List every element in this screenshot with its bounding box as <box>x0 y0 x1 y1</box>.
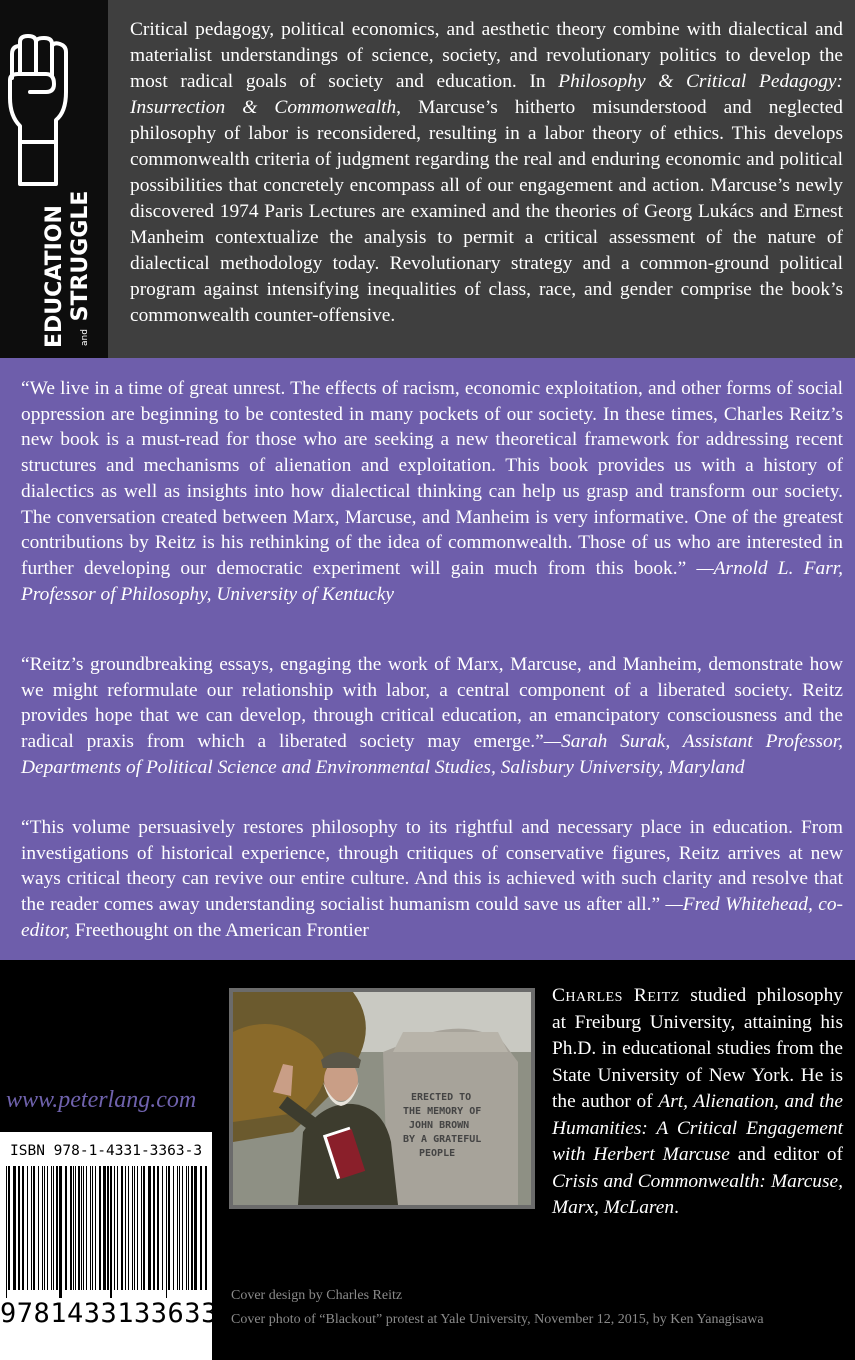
barcode-bar <box>107 1166 109 1290</box>
barcode-bar <box>31 1166 32 1290</box>
inscription-line: PEOPLE <box>419 1148 456 1159</box>
isbn-label: ISBN 978-1-4331-3363-3 <box>10 1143 203 1159</box>
endorsement-quote: “Reitz’s groundbreaking essays, engaging the work of Marx, Marcuse, and Manheim, demonstrate how we might reformulate our relationship with labor, a central component of a liberated society. Reitz provides hope that we can develop, through critical education, an emancipatory consciousness and the radical praxis from which a liberated society may emerge.”—Sarah Surak, Assistant Professor, Departments of Political Science and Environmental Studies, Salisbury University, Maryland <box>21 654 843 778</box>
barcode-bars <box>0 1166 212 1298</box>
author-name: Charles Reitz <box>552 985 680 1006</box>
barcode-bar <box>143 1166 145 1290</box>
barcode-bar <box>75 1166 76 1290</box>
barcode-bar <box>114 1166 115 1290</box>
barcode-bar <box>125 1166 126 1290</box>
barcode-bar <box>6 1166 7 1298</box>
barcode-bar <box>141 1166 142 1290</box>
series-logo-text <box>42 190 93 348</box>
barcode-bar <box>179 1166 180 1290</box>
raised-fist-icon <box>6 34 70 194</box>
barcode-bar <box>59 1166 62 1298</box>
barcode-bar <box>200 1166 202 1290</box>
barcode-bar <box>8 1166 10 1290</box>
barcode-bar <box>191 1166 193 1290</box>
series-word-and: and <box>80 329 90 346</box>
barcode-bar <box>73 1166 74 1290</box>
barcode-bar <box>86 1166 87 1290</box>
barcode-bar <box>95 1166 96 1290</box>
barcode-bar <box>157 1166 159 1290</box>
cover-credits <box>231 1284 764 1332</box>
author-book-2: Crisis and Commonwealth: Marcuse, Marx, McLaren <box>552 1170 843 1218</box>
inscription-line: THE MEMORY OF <box>403 1106 482 1117</box>
barcode-bar <box>188 1166 189 1290</box>
series-word-struggle: STRUGGLE <box>68 190 93 322</box>
barcode-bar <box>42 1166 43 1290</box>
barcode-bar <box>78 1166 80 1290</box>
barcode-bar <box>44 1166 45 1290</box>
design-credit: Cover design by Charles Reitz <box>231 1288 403 1303</box>
barcode-bar <box>117 1166 118 1290</box>
barcode-bar <box>168 1166 170 1290</box>
series-logo <box>0 0 108 358</box>
barcode-bar <box>56 1166 58 1290</box>
book-description: Critical pedagogy, political economics, and aesthetic theory combine with dialectical and materialist understandings of science, society, and revolutionary politics to develop the most radical goals of society and education. In Philosophy & Critical Pedagogy: Insurrection & Commonwealth, Marcuse’s hitherto misunderstood and neglected philosophy of labor is reconsidered, resulting in a labor theory of ethics. This develops commonwealth criteria of judgment regarding the real and enduring economic and political possibilities that concretely encompass all of our engagement and action. Marcuse’s newly discovered 1974 Paris Lectures are examined and the theories of Georg Lukács and Ernest Manheim contextualize the analysis to permit a critical assessment of the nature of dialectical methodology today. Revolutionary strategy and a common-ground political program against intensifying inequalities of class, race, and gender comprise the book’s commonwealth counter-offensive. <box>130 19 844 326</box>
inscription-line: ERECTED TO <box>411 1092 472 1103</box>
barcode-bar <box>121 1166 123 1290</box>
barcode-bar <box>166 1166 167 1298</box>
photo-credit: Cover photo of “Blackout” protest at Yale University, November 12, 2015, by Ken Yanagisawa <box>231 1312 764 1327</box>
barcode-bar <box>186 1166 187 1290</box>
inscription-line: JOHN BROWN <box>409 1120 470 1131</box>
barcode-bar <box>18 1166 20 1290</box>
barcode-bar <box>22 1166 24 1290</box>
barcode-bar <box>162 1166 163 1290</box>
barcode-bar <box>137 1166 138 1290</box>
endorsement-attribution: —Sarah Surak, Assistant Professor, Departments of Political Science and Environmental Studies, Salisbury University, Maryland <box>21 731 843 778</box>
barcode-digits: 9781433133633 <box>0 1298 218 1329</box>
endorsement-quote: “This volume persuasively restores philosophy to its rightful and necessary place in education. From investigations of historical experience, through critiques of conservative figures, Reitz arrives at new ways critical theory can revive our entire culture. And this is achieved with such clarity and resolve that the reader comes away understanding socialist humanism could save us after all.” —Fred Whitehead, co-editor, Freethought on the American Frontier <box>21 817 843 941</box>
author-photo <box>229 988 535 1209</box>
barcode-bar <box>47 1166 48 1290</box>
barcode-bar <box>92 1166 93 1290</box>
endorsement-attribution: —Arnold L. Farr, Professor of Philosophy, University of Kentucky <box>21 557 844 605</box>
barcode-bar <box>153 1166 155 1290</box>
barcode-bar <box>27 1166 28 1290</box>
barcode-bar <box>13 1166 16 1290</box>
publisher-url[interactable]: www.peterlang.com <box>6 1087 197 1113</box>
endorsements-panel <box>0 358 855 960</box>
barcode-bar <box>194 1166 197 1290</box>
series-word-education: EDUCATION <box>42 205 67 348</box>
inscription-line: BY A GRATEFUL <box>403 1134 482 1145</box>
barcode-bar <box>177 1166 178 1290</box>
barcode-bar <box>65 1166 67 1290</box>
barcode-bar <box>51 1166 52 1290</box>
barcode-bar <box>132 1166 133 1290</box>
barcode-bar <box>99 1166 101 1290</box>
endorsement-quote: “We live in a time of great unrest. The effects of racism, economic exploitation, and other forms of social oppression are beginning to be contested in many pockets of our society. In these times, Charles Reitz’s new book is a must-read for those who are seeking a new theoretical framework for addressing recent structures and mechanisms of alienation and exploitation. This book provides us with a history of dialectics as well as insights into how dialectical thinking can help us grasp and transform our society. The conversation created between Marx, Marcuse, and Manheim is very informative. One of the greatest contributions by Reitz is his rethinking of the idea of commonwealth. Those of us who are interested in further developing our democratic experiment will gain much from this book.” —Arnold L. Farr, Professor of Philosophy, University of Kentucky <box>21 378 844 605</box>
author-book-1: Art, Alienation, and the Humanities: A Critical Engagement with Herbert Marcuse <box>552 1091 843 1165</box>
barcode-bar <box>128 1166 129 1290</box>
barcode-bar <box>205 1166 207 1290</box>
barcode-bar <box>110 1166 112 1298</box>
barcode-bar <box>33 1166 35 1290</box>
barcode-bar <box>90 1166 91 1290</box>
barcode-bar <box>134 1166 135 1290</box>
barcode-bar <box>173 1166 174 1290</box>
barcode-bar <box>83 1166 84 1290</box>
author-bio: Charles Reitz studied philosophy at Freiburg University, attaining his Ph.D. in educational studies from the State University of New York. He is the author of Art, Alienation, and the Humanities: A Critical Engagement with Herbert Marcuse and editor of Crisis and Commonwealth: Marcuse, Marx, McLaren. <box>552 985 844 1218</box>
endorsement-attribution: —Fred Whitehead, co-editor, <box>21 894 843 941</box>
barcode-bar <box>182 1166 183 1290</box>
barcode-bar <box>70 1166 72 1290</box>
barcode-bar <box>148 1166 151 1290</box>
book-title: Philosophy & Critical Pedagogy: Insurrection & Commonwealth <box>130 71 843 118</box>
barcode-bar <box>53 1166 54 1290</box>
barcode-bar <box>81 1166 82 1290</box>
barcode-bar <box>103 1166 106 1290</box>
barcode-bar <box>38 1166 39 1290</box>
description-panel <box>0 0 855 358</box>
isbn-barcode <box>0 1132 218 1360</box>
